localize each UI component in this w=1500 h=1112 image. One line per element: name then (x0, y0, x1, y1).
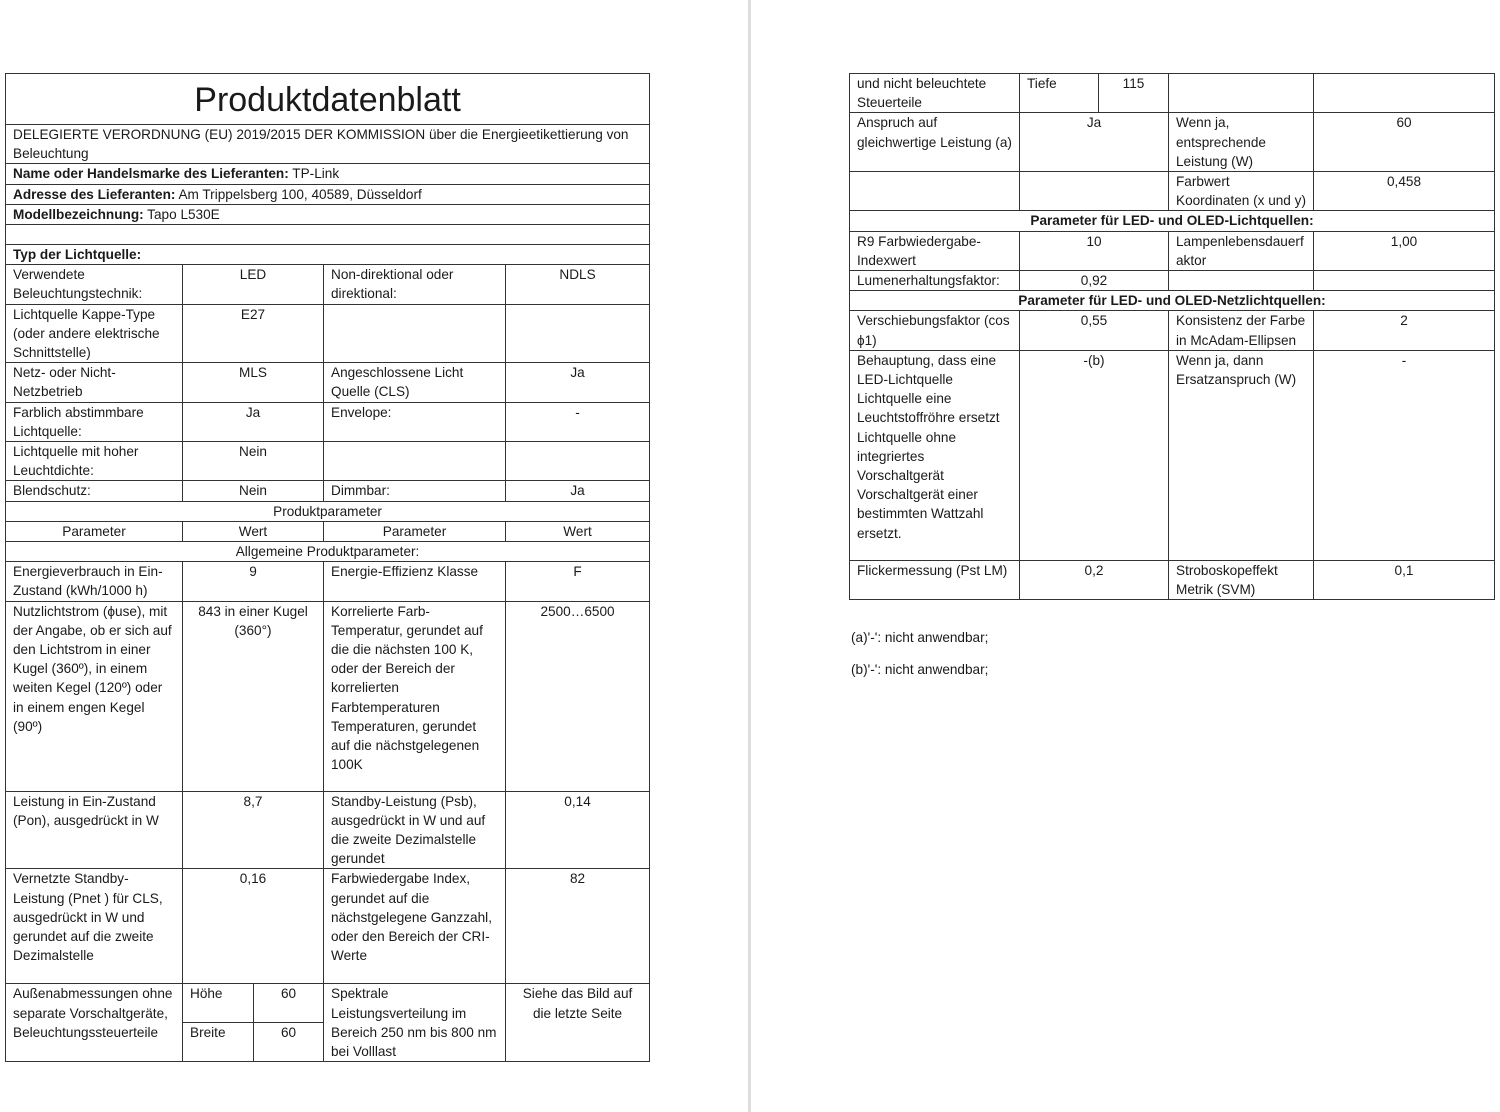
value-cell: Nein (183, 442, 324, 481)
param-cell: Flickermessung (Pst LM) (850, 560, 1020, 599)
column-header-value: Wert (183, 521, 324, 541)
table-row (6, 304, 650, 363)
width-label: Breite (183, 1023, 254, 1062)
value-cell: Siehe das Bild auf die letzte Seite (506, 984, 650, 1062)
general-parameters-heading: Allgemeine Produktparameter: (6, 542, 650, 562)
param-cell: Standby-Leistung (Psb), ausgedrückt in W und auf die zweite Dezimalstelle gerundet (324, 791, 506, 869)
value-cell: E27 (183, 304, 324, 363)
param-cell: Konsistenz der Farbe in McAdam-Ellipsen (1169, 311, 1314, 350)
width-value: 60 (254, 1023, 324, 1062)
param-cell: Envelope: (324, 402, 506, 441)
value-cell: 2 (1314, 311, 1495, 350)
value-cell (506, 442, 650, 481)
value-cell: LED (183, 265, 324, 304)
supplier-label: Name oder Handelsmarke des Lieferanten: (13, 166, 289, 182)
value-cell: 0,1 (1314, 560, 1495, 599)
model-value: Tapo L530E (143, 206, 220, 222)
table-row (6, 601, 650, 791)
table-row (850, 560, 1495, 599)
param-cell (324, 442, 506, 481)
value-cell: 0,16 (183, 869, 324, 984)
table-row (6, 363, 650, 402)
param-cell: Anspruch auf gleichwertige Leistung (a) (850, 113, 1020, 172)
mains-led-parameters-heading: Parameter für LED- und OLED-Netzlichtquellen: (850, 291, 1495, 311)
param-cell: Netz- oder Nicht-Netzbetrieb (6, 363, 183, 402)
height-label: Höhe (183, 984, 254, 1023)
height-value: 60 (254, 984, 324, 1023)
param-cell: Verschiebungsfaktor (cos ϕ1) (850, 311, 1020, 350)
param-cell: Blendschutz: (6, 481, 183, 501)
value-cell: 60 (1314, 113, 1495, 172)
table-row (850, 271, 1495, 291)
value-cell: 0,55 (1020, 311, 1169, 350)
value-cell: F (506, 562, 650, 601)
param-cell: Farbwert Koordinaten (x und y) (1169, 172, 1314, 211)
table-row (850, 350, 1495, 560)
param-cell: Vernetzte Standby-Leistung (Pnet ) für CLS, ausgedrückt in W und gerundet auf die zweite Dezimalstelle (6, 869, 183, 984)
param-cell: Lumenerhaltungsfaktor: (850, 271, 1020, 291)
empty-cell (1020, 172, 1169, 211)
value-cell: 1,00 (1314, 231, 1495, 270)
param-cell: Verwendete Beleuchtungstechnik: (6, 265, 183, 304)
param-cell: Energie-Effizienz Klasse (324, 562, 506, 601)
table-row (850, 113, 1495, 172)
param-cell: Stroboskopeffekt Metrik (SVM) (1169, 560, 1314, 599)
dimensions-label: Außenabmessungen ohne separate Vorschaltgeräte, Beleuchtungssteuerteile (6, 984, 183, 1062)
param-cell: und nicht beleuchtete Steuerteile (850, 74, 1020, 113)
table-row (850, 172, 1495, 211)
dimensions-row (6, 984, 650, 1023)
supplier-name-row (6, 164, 650, 184)
address-value: Am Trippelsberg 100, 40589, Düsseldorf (175, 186, 422, 202)
empty-row (6, 225, 650, 245)
value-cell: 0,2 (1020, 560, 1169, 599)
product-data-sheet-continued-table (849, 73, 1495, 600)
param-cell: R9 Farbwiedergabe-Indexwert (850, 231, 1020, 270)
table-row (6, 869, 650, 984)
table-row (6, 481, 650, 501)
value-cell: - (1314, 350, 1495, 560)
param-cell: Leistung in Ein-Zustand (Pon), ausgedrückt in W (6, 791, 183, 869)
light-source-type-heading: Typ der Lichtquelle: (6, 245, 650, 265)
table-row (6, 442, 650, 481)
supplier-address-row (6, 184, 650, 204)
supplier-value: TP-Link (288, 166, 340, 182)
address-label: Adresse des Lieferanten: (13, 186, 176, 202)
value-cell: -(b) (1020, 350, 1169, 560)
regulation-text: DELEGIERTE VERORDNUNG (EU) 2019/2015 DER KOMMISSION über die Energieetikettierung von Beleuchtung (6, 125, 650, 164)
table-row (6, 265, 650, 304)
param-cell: Nutzlichtstrom (ϕuse), mit der Angabe, ob er sich auf den Lichtstrom in einer Kugel (360º), in einem weiten Kegel (120º) oder in einem engen Kegel (90º) (6, 601, 183, 791)
value-cell: - (506, 402, 650, 441)
param-cell: Farbwiedergabe Index, gerundet auf die nächstgelegene Ganzzahl, oder den Bereich der CRI-Werte (324, 869, 506, 984)
value-cell: Ja (1020, 113, 1169, 172)
param-cell: Wenn ja, entsprechende Leistung (W) (1169, 113, 1314, 172)
table-row (850, 74, 1495, 113)
depth-value: 115 (1099, 74, 1169, 113)
empty-cell (1169, 271, 1314, 291)
column-header-parameter: Parameter (6, 521, 183, 541)
model-label: Modellbezeichnung: (13, 206, 144, 222)
param-cell: Lichtquelle mit hoher Leuchtdichte: (6, 442, 183, 481)
value-cell: 9 (183, 562, 324, 601)
table-row (6, 402, 650, 441)
empty-cell (1169, 74, 1314, 113)
table-row (6, 791, 650, 869)
value-cell: NDLS (506, 265, 650, 304)
value-cell: 82 (506, 869, 650, 984)
param-cell: Dimmbar: (324, 481, 506, 501)
param-cell: Angeschlossene Licht Quelle (CLS) (324, 363, 506, 402)
param-cell: Non-direktional oder direktional: (324, 265, 506, 304)
param-cell: Korrelierte Farb-Temperatur, gerundet auf die die nächsten 100 K, oder der Bereich der korrelierten Farbtemperaturen Temperaturen, gerundet auf die nächstgelegenen 100K (324, 601, 506, 791)
value-cell: MLS (183, 363, 324, 402)
column-header-row (6, 521, 650, 541)
value-cell: Ja (183, 402, 324, 441)
empty-cell (1314, 271, 1495, 291)
column-header-value: Wert (506, 521, 650, 541)
param-cell: Lichtquelle Kappe-Type (oder andere elektrische Schnittstelle) (6, 304, 183, 363)
table-row (850, 231, 1495, 270)
page-divider (748, 0, 751, 1112)
table-row (850, 311, 1495, 350)
param-cell: Behauptung, dass eine LED-Lichtquelle Lichtquelle eine Leuchtstoffröhre ersetzt Lichtquelle ohne integriertes Vorschaltgerät Vorschaltgerät einer bestimmten Wattzahl ersetzt. (850, 350, 1020, 560)
value-cell: Ja (506, 481, 650, 501)
model-row (6, 204, 650, 224)
table-row (6, 562, 650, 601)
param-cell: Farblich abstimmbare Lichtquelle: (6, 402, 183, 441)
empty-cell (1314, 74, 1495, 113)
param-cell (324, 304, 506, 363)
param-cell: Spektrale Leistungsverteilung im Bereich 250 nm bis 800 nm bei Volllast (324, 984, 506, 1062)
value-cell: Nein (183, 481, 324, 501)
page-title: Produktdatenblatt (6, 74, 650, 125)
value-cell: 843 in einer Kugel (360°) (183, 601, 324, 791)
value-cell (506, 304, 650, 363)
product-data-sheet-table (5, 73, 650, 1062)
footnote-b: (b)'-': nicht anwendbar; (851, 662, 989, 677)
column-header-parameter: Parameter (324, 521, 506, 541)
footnote-a: (a)'-': nicht anwendbar; (851, 630, 989, 645)
value-cell: 10 (1020, 231, 1169, 270)
value-cell: 8,7 (183, 791, 324, 869)
value-cell: 2500…6500 (506, 601, 650, 791)
value-cell: 0,458 (1314, 172, 1495, 211)
value-cell: 0,92 (1020, 271, 1169, 291)
empty-cell (850, 172, 1020, 211)
value-cell: 0,14 (506, 791, 650, 869)
led-parameters-heading: Parameter für LED- und OLED-Lichtquellen: (850, 211, 1495, 231)
param-cell: Wenn ja, dann Ersatzanspruch (W) (1169, 350, 1314, 560)
value-cell: Ja (506, 363, 650, 402)
depth-label: Tiefe (1020, 74, 1099, 113)
param-cell: Lampenlebensdauerfaktor (1169, 231, 1314, 270)
product-parameters-heading: Produktparameter (6, 501, 650, 521)
param-cell: Energieverbrauch in Ein-Zustand (kWh/1000 h) (6, 562, 183, 601)
